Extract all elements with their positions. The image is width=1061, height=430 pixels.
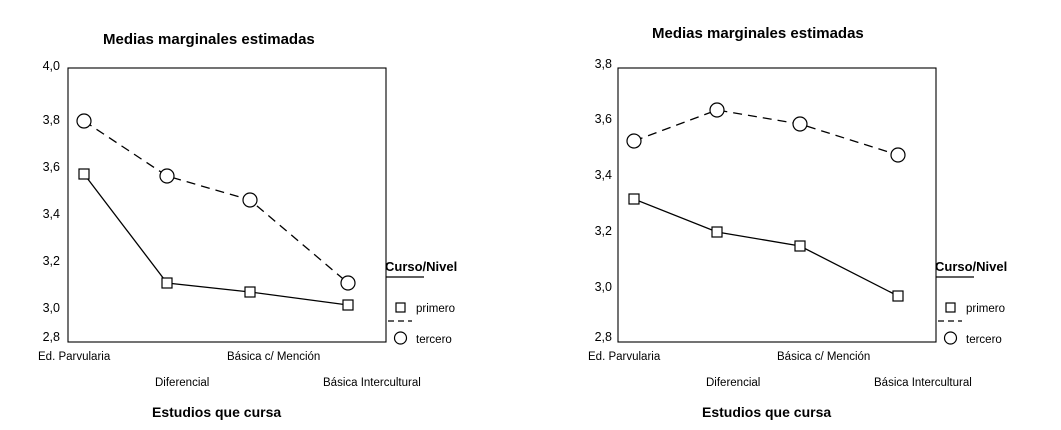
legend-marker-square — [946, 303, 955, 312]
plot-frame — [68, 68, 386, 342]
y-tick-label: 2,8 — [594, 330, 612, 344]
data-point-primero — [893, 291, 903, 301]
data-point-tercero — [341, 276, 355, 290]
y-tick-label: 3,2 — [42, 254, 60, 268]
data-point-primero — [712, 227, 722, 237]
data-point-primero — [245, 287, 255, 297]
x-category-label: Ed. Parvularia — [38, 351, 111, 363]
y-tick-label: 3,0 — [594, 280, 612, 294]
x-category-label: Ed. Parvularia — [588, 351, 661, 363]
y-tick-label: 2,8 — [42, 330, 60, 344]
y-tick-label: 3,4 — [594, 168, 612, 182]
series-line-primero — [84, 174, 348, 305]
data-point-primero — [162, 278, 172, 288]
data-point-tercero — [243, 193, 257, 207]
legend-label-tercero: tercero — [416, 334, 452, 346]
y-tick-label: 3,8 — [594, 57, 612, 71]
y-tick-label: 3,6 — [42, 160, 60, 174]
data-point-tercero — [710, 103, 724, 117]
chart-panel-right — [520, 0, 1050, 430]
legend-label-primero: primero — [416, 303, 455, 315]
legend-label-primero: primero — [966, 303, 1005, 315]
y-tick-label: 4,0 — [42, 59, 60, 73]
x-axis-title: Estudios que cursa — [152, 404, 282, 420]
series-line-tercero — [84, 121, 348, 283]
chart-title: Medias marginales estimadas — [652, 25, 864, 42]
data-point-primero — [795, 241, 805, 251]
plot-frame — [618, 68, 936, 342]
x-category-label: Básica Intercultural — [323, 377, 421, 389]
x-category-label: Básica c/ Mención — [777, 351, 871, 363]
y-tick-label: 3,0 — [42, 301, 60, 315]
y-tick-label: 3,6 — [594, 112, 612, 126]
legend-marker-circle — [395, 332, 407, 344]
x-category-label: Básica Intercultural — [874, 377, 972, 389]
chart-title: Medias marginales estimadas — [103, 31, 315, 48]
y-tick-label: 3,4 — [42, 207, 60, 221]
data-point-tercero — [627, 134, 641, 148]
x-category-label: Básica c/ Mención — [227, 351, 321, 363]
data-point-tercero — [793, 117, 807, 131]
chart-panel-left — [0, 0, 530, 430]
chart-canvas-left — [0, 0, 530, 430]
legend-marker-square — [396, 303, 405, 312]
data-point-tercero — [160, 169, 174, 183]
series-line-tercero — [634, 110, 898, 155]
chart-canvas-right — [520, 0, 1050, 430]
data-point-primero — [629, 194, 639, 204]
x-category-label: Diferencial — [706, 377, 761, 389]
y-tick-label: 3,8 — [42, 113, 60, 127]
data-point-primero — [343, 300, 353, 310]
x-axis-title: Estudios que cursa — [702, 404, 832, 420]
legend-title: Curso/Nivel — [935, 259, 1008, 274]
x-category-label: Diferencial — [155, 377, 210, 389]
data-point-primero — [79, 169, 89, 179]
legend-marker-circle — [945, 332, 957, 344]
data-point-tercero — [891, 148, 905, 162]
legend-title: Curso/Nivel — [385, 259, 458, 274]
data-point-tercero — [77, 114, 91, 128]
y-tick-label: 3,2 — [594, 224, 612, 238]
series-line-primero — [634, 199, 898, 296]
legend-label-tercero: tercero — [966, 334, 1002, 346]
